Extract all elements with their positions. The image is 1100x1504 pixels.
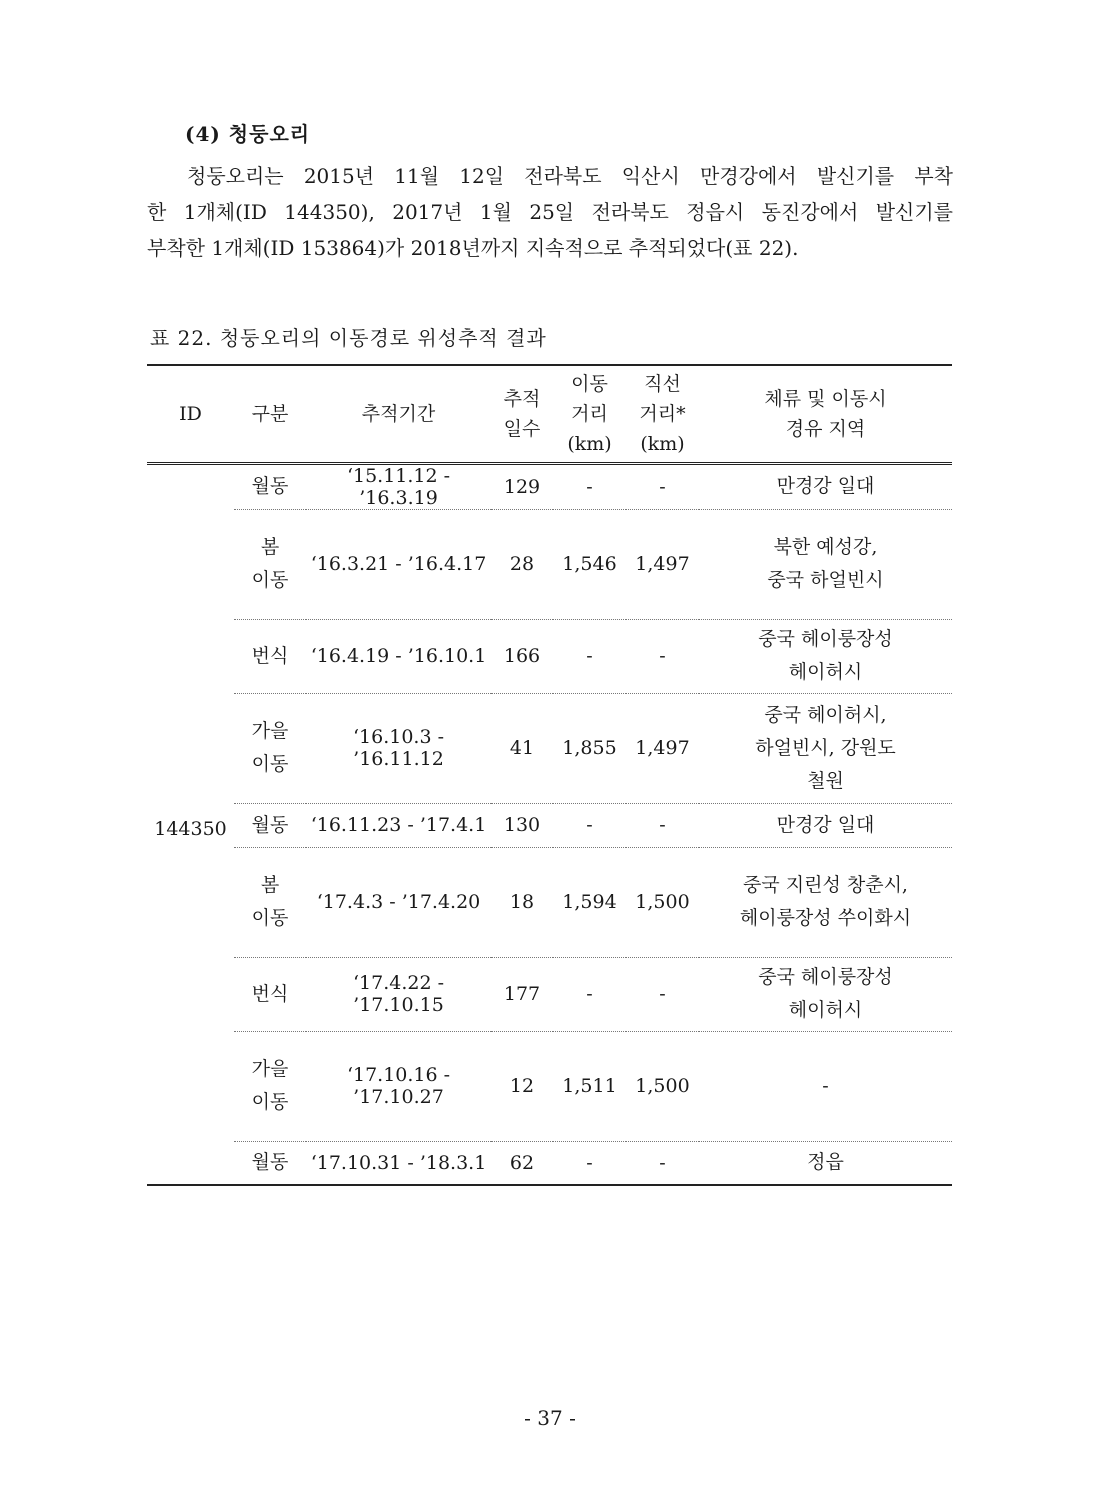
paragraph-line: 청둥오리는 2015년 11월 12일 전라북도 익산시 만경강에서 발신기를 부착 [187, 164, 953, 188]
cell-move-distance: - [586, 814, 593, 836]
cell-move-distance: 1,855 [562, 737, 617, 759]
table-row [147, 463, 952, 509]
cell-period: ‘17.10.31 - ’18.3.1 [310, 1151, 487, 1174]
cell-days: 62 [509, 1151, 535, 1174]
cell-period: ‘16.4.19 - ’16.10.1 [310, 645, 487, 667]
cell-move-distance: - [586, 983, 593, 1005]
cell-period: ‘16.3.21 - ’16.4.17 [310, 553, 487, 575]
table-caption: 표 22. 청둥오리의 이동경로 위성추적 결과 [150, 326, 547, 350]
table-body [147, 463, 952, 1185]
cell-period: ‘16.11.23 - ’17.4.1 [310, 814, 487, 836]
cell-straight-distance: - [659, 814, 666, 836]
section-heading: (4) 청둥오리 [185, 122, 311, 146]
table-row [147, 803, 952, 847]
cell-location: 중국 지린성 창춘시, 헤이룽장성 쑤이화시 [739, 874, 912, 929]
cell-gubun: 봄 이동 [251, 536, 289, 591]
cell-period: ‘17.4.3 - ’17.4.20 [316, 891, 481, 913]
cell-location: 중국 헤이허시, 하얼빈시, 강원도 철원 [755, 703, 896, 792]
table-row [147, 957, 952, 1031]
tracking-results-table [147, 364, 952, 1186]
cell-location: 중국 헤이룽장성 헤이허시 [758, 966, 893, 1021]
page-number: - 37 - [524, 1406, 576, 1430]
cell-gubun: 봄 이동 [251, 874, 289, 929]
cell-straight-distance: 1,500 [635, 1075, 690, 1097]
cell-days: 177 [503, 983, 541, 1005]
cell-straight-distance: - [659, 475, 666, 498]
table-header [147, 365, 952, 463]
cell-move-distance: 1,511 [562, 1075, 617, 1097]
cell-location: 만경강 일대 [776, 813, 875, 836]
cell-days: 129 [503, 475, 541, 498]
cell-move-distance: - [586, 1151, 593, 1174]
cell-gubun: 월동 [251, 1151, 289, 1174]
cell-days: 166 [503, 645, 541, 667]
header-id: ID [179, 402, 202, 425]
header-straight-distance: 직선 거리* (km) [639, 372, 686, 455]
cell-straight-distance: 1,497 [635, 737, 690, 759]
table-row [147, 847, 952, 957]
cell-days: 130 [503, 814, 541, 836]
paragraph-line: 한 1개체(ID 144350), 2017년 1월 25일 전라북도 정읍시 동진강에서 발신기를 [147, 200, 953, 224]
cell-move-distance: - [586, 645, 593, 667]
table-row [147, 619, 952, 693]
cell-gubun: 월동 [251, 813, 289, 836]
cell-period: ‘15.11.12 - ’16.3.19 [346, 464, 451, 509]
cell-id: 144350 [154, 818, 227, 841]
cell-days: 12 [509, 1075, 535, 1097]
cell-gubun: 번식 [251, 982, 289, 1005]
cell-days: 18 [509, 891, 535, 913]
cell-location: 중국 헤이룽장성 헤이허시 [758, 628, 893, 683]
cell-days: 28 [509, 553, 535, 575]
cell-move-distance: - [586, 475, 593, 498]
cell-location: 북한 예성강, 중국 하얼빈시 [767, 536, 884, 591]
cell-gubun: 가을 이동 [251, 720, 289, 775]
table-row [147, 1031, 952, 1141]
cell-straight-distance: - [659, 645, 666, 667]
header-period: 추적기간 [361, 402, 436, 425]
cell-period: ‘17.4.22 - ’17.10.15 [352, 972, 445, 1016]
cell-straight-distance: 1,500 [635, 891, 690, 913]
cell-days: 41 [509, 737, 535, 759]
cell-move-distance: 1,546 [562, 553, 617, 575]
cell-straight-distance: 1,497 [635, 553, 690, 575]
table-row [147, 693, 952, 803]
cell-location: 정읍 [807, 1151, 844, 1174]
header-location: 체류 및 이동시 경유 지역 [764, 387, 887, 440]
cell-straight-distance: - [659, 983, 666, 1005]
cell-gubun: 번식 [251, 644, 289, 667]
table-row [147, 509, 952, 619]
header-gubun: 구분 [251, 402, 289, 425]
paragraph-line: 부착한 1개체(ID 153864)가 2018년까지 지속적으로 추적되었다(표 22). [147, 236, 799, 260]
cell-location: 만경강 일대 [776, 475, 875, 497]
body-paragraph [147, 158, 953, 266]
cell-period: ‘16.10.3 - ’16.11.12 [352, 726, 445, 770]
cell-period: ‘17.10.16 - ’17.10.27 [346, 1064, 451, 1108]
cell-location: - [822, 1074, 829, 1097]
cell-straight-distance: - [659, 1151, 666, 1174]
header-days: 추적 일수 [503, 387, 541, 440]
cell-move-distance: 1,594 [562, 891, 617, 913]
table-row [147, 1141, 952, 1185]
cell-gubun: 월동 [251, 475, 289, 497]
header-move-distance: 이동 거리 (km) [567, 372, 612, 455]
cell-gubun: 가을 이동 [251, 1058, 289, 1113]
